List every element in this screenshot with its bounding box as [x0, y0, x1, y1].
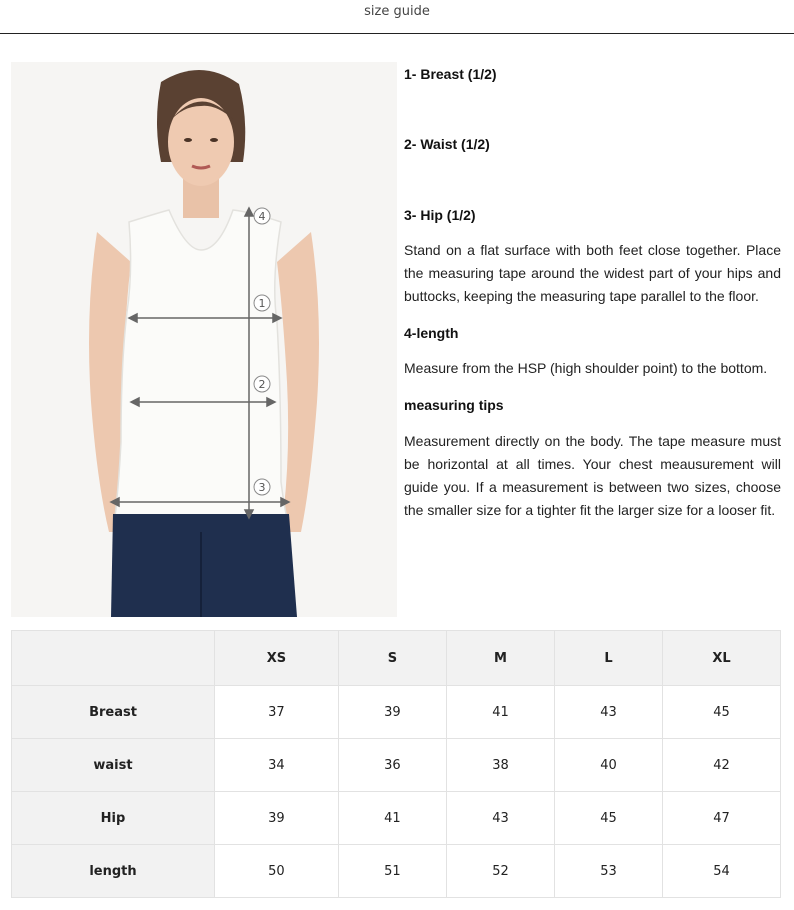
column-header: S — [338, 631, 446, 686]
column-header: M — [446, 631, 554, 686]
table-cell: 40 — [555, 739, 663, 792]
size-table — [11, 630, 781, 898]
table-corner-cell — [12, 631, 215, 686]
table-cell: 45 — [555, 792, 663, 845]
marker-2: 2 — [258, 378, 266, 391]
row-label: Breast — [12, 686, 215, 739]
table-cell: 38 — [446, 739, 554, 792]
marker-3: 3 — [258, 481, 266, 494]
length-instructions: Measure from the HSP (high shoulder point) to the bottom. — [404, 360, 768, 376]
hip-instructions: Stand on a flat surface with both feet close together. Place the measuring tape around the widest part of your hips and buttocks, keeping the measuring tape parallel to the floor. — [404, 242, 781, 304]
tips-text: Measurement directly on the body. The tape measure must be horizontal at all times. Your chest meausurement will guide you. If a measurement is between two sizes, choose the smaller size for a tighter fit the larger size for a looser fit. — [404, 433, 781, 518]
length-title: 4-length — [404, 325, 459, 341]
table-cell: 53 — [555, 845, 663, 898]
table-cell: 50 — [215, 845, 339, 898]
table-header-row — [12, 631, 781, 686]
column-header: L — [555, 631, 663, 686]
table-cell: 41 — [446, 686, 554, 739]
column-header: XS — [215, 631, 339, 686]
table-cell: 45 — [663, 686, 781, 739]
table-row — [12, 845, 781, 898]
model-photo — [11, 62, 397, 617]
hip-title: 3- Hip (1/2) — [404, 207, 476, 223]
table-cell: 54 — [663, 845, 781, 898]
table-cell: 43 — [446, 792, 554, 845]
table-row — [12, 739, 781, 792]
table-cell: 41 — [338, 792, 446, 845]
table-cell: 43 — [555, 686, 663, 739]
breast-title: 1- Breast (1/2) — [404, 66, 497, 82]
row-label: Hip — [12, 792, 215, 845]
table-cell: 37 — [215, 686, 339, 739]
table-cell: 42 — [663, 739, 781, 792]
page-title: size guide — [364, 4, 430, 19]
table-cell: 39 — [215, 792, 339, 845]
table-cell: 34 — [215, 739, 339, 792]
waist-title: 2- Waist (1/2) — [404, 136, 490, 152]
table-cell: 47 — [663, 792, 781, 845]
tips-title: measuring tips — [404, 397, 504, 413]
table-cell: 39 — [338, 686, 446, 739]
column-header: XL — [663, 631, 781, 686]
table-cell: 36 — [338, 739, 446, 792]
marker-4: 4 — [258, 210, 266, 223]
table-cell: 51 — [338, 845, 446, 898]
page-header — [0, 0, 794, 34]
table-row — [12, 792, 781, 845]
row-label: waist — [12, 739, 215, 792]
table-cell: 52 — [446, 845, 554, 898]
table-row — [12, 686, 781, 739]
row-label: length — [12, 845, 215, 898]
marker-1: 1 — [258, 297, 266, 310]
